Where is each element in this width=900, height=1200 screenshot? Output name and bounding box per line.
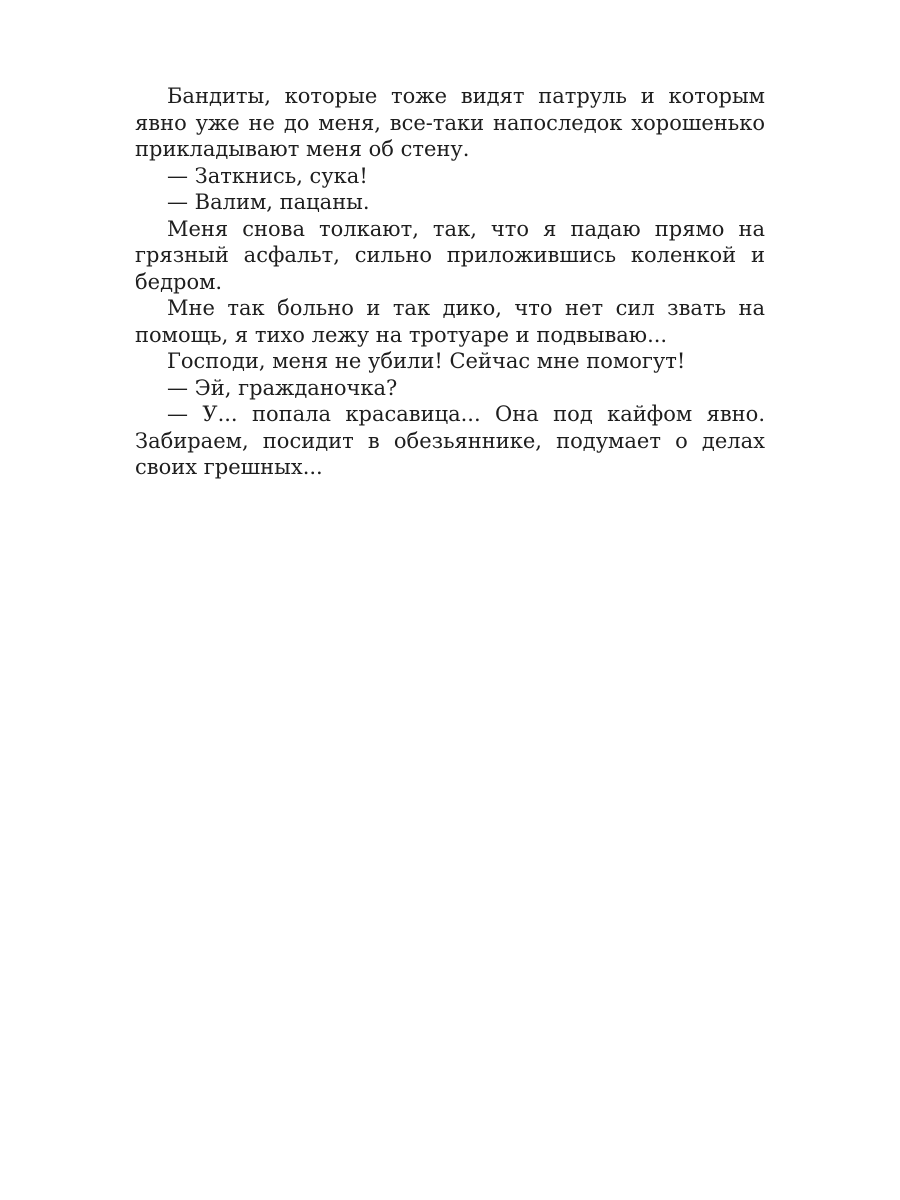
dialogue-line: — Валим, пацаны.	[167, 190, 370, 214]
dialogue-line: — Заткнись, сука!	[167, 163, 368, 188]
paragraph: Меня снова толкают, так, что я падаю прямо на грязный асфальт, сильно приложившись коленкой и бедром.	[135, 216, 765, 294]
dialogue-line: — Эй, гражданочка?	[167, 375, 398, 400]
dialogue-line: — У... попала красавица... Она под кайфом явно. Забираем, посидит в обезьяннике, подумает о делах своих грешных...	[135, 402, 765, 479]
paragraph: Мне так больно и так дико, что нет сил звать на помощь, я тихо лежу на тротуаре и подвываю...	[135, 296, 765, 347]
paragraph: Господи, меня не убили! Сейчас мне помогут!	[167, 349, 686, 373]
paragraph: Бандиты, которые тоже видят патруль и которым явно уже не до меня, все-таки напоследок хорошенько прикладывают меня об стену.	[135, 84, 765, 161]
page-text	[135, 83, 765, 481]
